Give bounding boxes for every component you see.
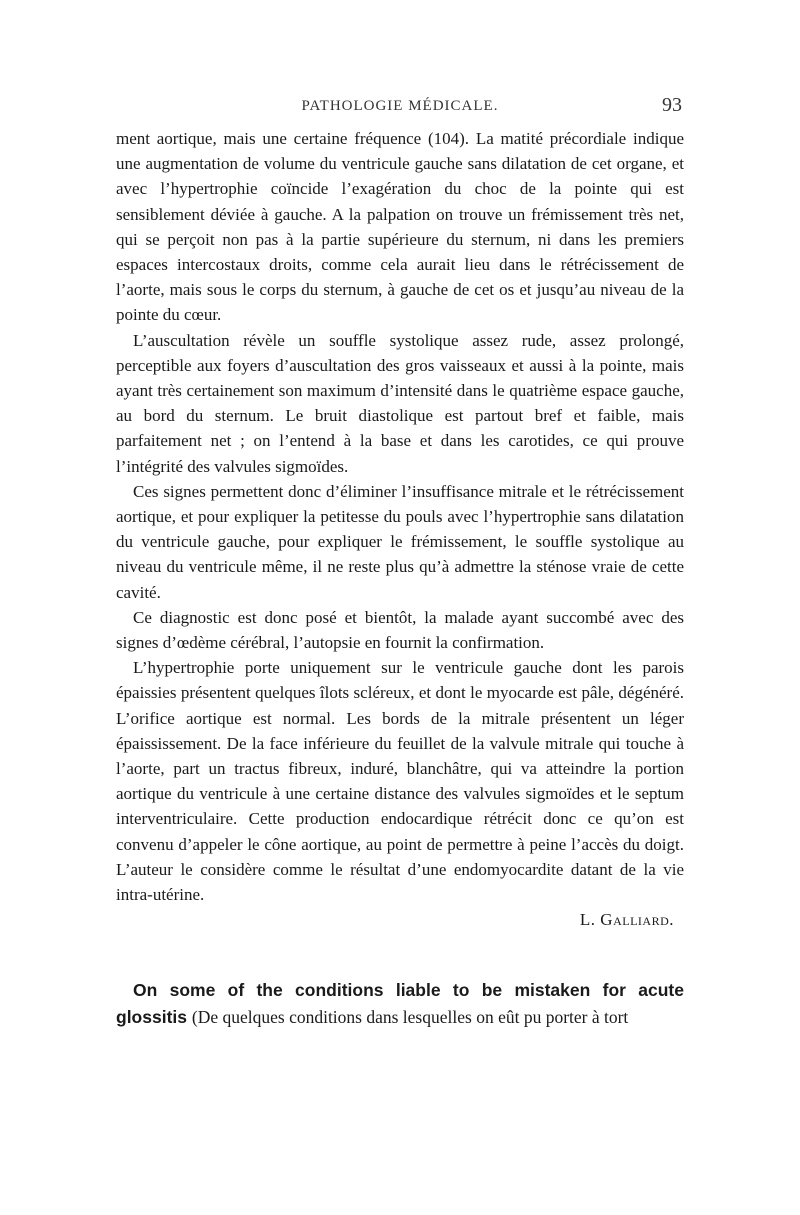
page-header <box>116 94 684 124</box>
paragraph-2: L’auscultation révèle un souffle systolique assez rude, assez prolongé, perceptible aux foyers d’auscultation des gros vaisseaux et aussi à la pointe, mais ayant très certainement son maximum d’intensité dans le quatrième espace gauche, au bord du sternum. Le bruit diastolique est partout bref et faible, mais parfaitement net ; on l’entend à la base et dans les carotides, ce qui prouve l’intégrité des valvules sigmoïdes. <box>116 330 684 476</box>
article-title: On some of the conditions liable to be mistaken for acute glossitis <box>116 979 684 1027</box>
article-heading <box>116 977 684 1031</box>
paragraph-4: Ce diagnostic est donc posé et bientôt, la malade ayant succombé avec des signes d’œdème cérébral, l’autopsie en fournit la confirmation. <box>116 607 684 653</box>
paragraph-3: Ces signes permettent donc d’éliminer l’insuffisance mitrale et le rétrécissement aortique, et pour expliquer la petitesse du pouls avec l’hypertrophie sans dilatation du ventricule gauche, pour expliquer le frémissement, le souffle systolique au niveau du ventricule même, il ne reste plus qu’à admettre la sténose vraie de cette cavité. <box>116 481 684 602</box>
paragraph-1: ment aortique, mais une certaine fréquence (104). La matité précordiale indique une augmentation de volume du ventricule gauche sans dilatation de cet organe, et avec l’hypertrophie coïncide l’exagération du choc de la pointe qui est sensiblement déviée à gauche. A la palpation on trouve un frémissement très net, qui se perçoit non pas à la partie supérieure du sternum, ni dans les premiers espaces intercostaux droits, comme cela aurait lieu dans le rétrécissement de l’aorte, mais sous le corps du sternum, à gauche de cet os et jusqu’au niveau de la pointe du cœur. <box>116 129 684 325</box>
article-subtitle: (De quelques conditions dans lesquelles on eût pu porter à tort <box>191 1006 629 1027</box>
page-number: 93 <box>662 94 682 116</box>
page-body <box>116 126 684 1048</box>
paragraph-5: L’hypertrophie porte uniquement sur le ventricule gauche dont les parois épaissies présentent quelques îlots scléreux, et dont le myocarde est pâle, dégénéré. L’orifice aortique est normal. Les bords de la mitrale présentent un léger épaississement. De la face inférieure du feuillet de la valvule mitrale qui touche à l’aorte, part un tractus fibreux, induré, blanchâtre, qui va atteindre la portion aortique du ventricule à une certaine distance des valvules sigmoïdes et le septum interventriculaire. Cette production endocardique rétrécit donc ce qu’on est convenu d’appeler le cône aortique, au point de permettre à peine l’accès du doigt. L’auteur le considère comme le résultat d’une endomyocardite datant de la vie intra-utérine. <box>116 658 684 905</box>
author-signature: L. Galliard. <box>579 910 674 930</box>
running-title: PATHOLOGIE MÉDICALE. <box>301 98 499 114</box>
